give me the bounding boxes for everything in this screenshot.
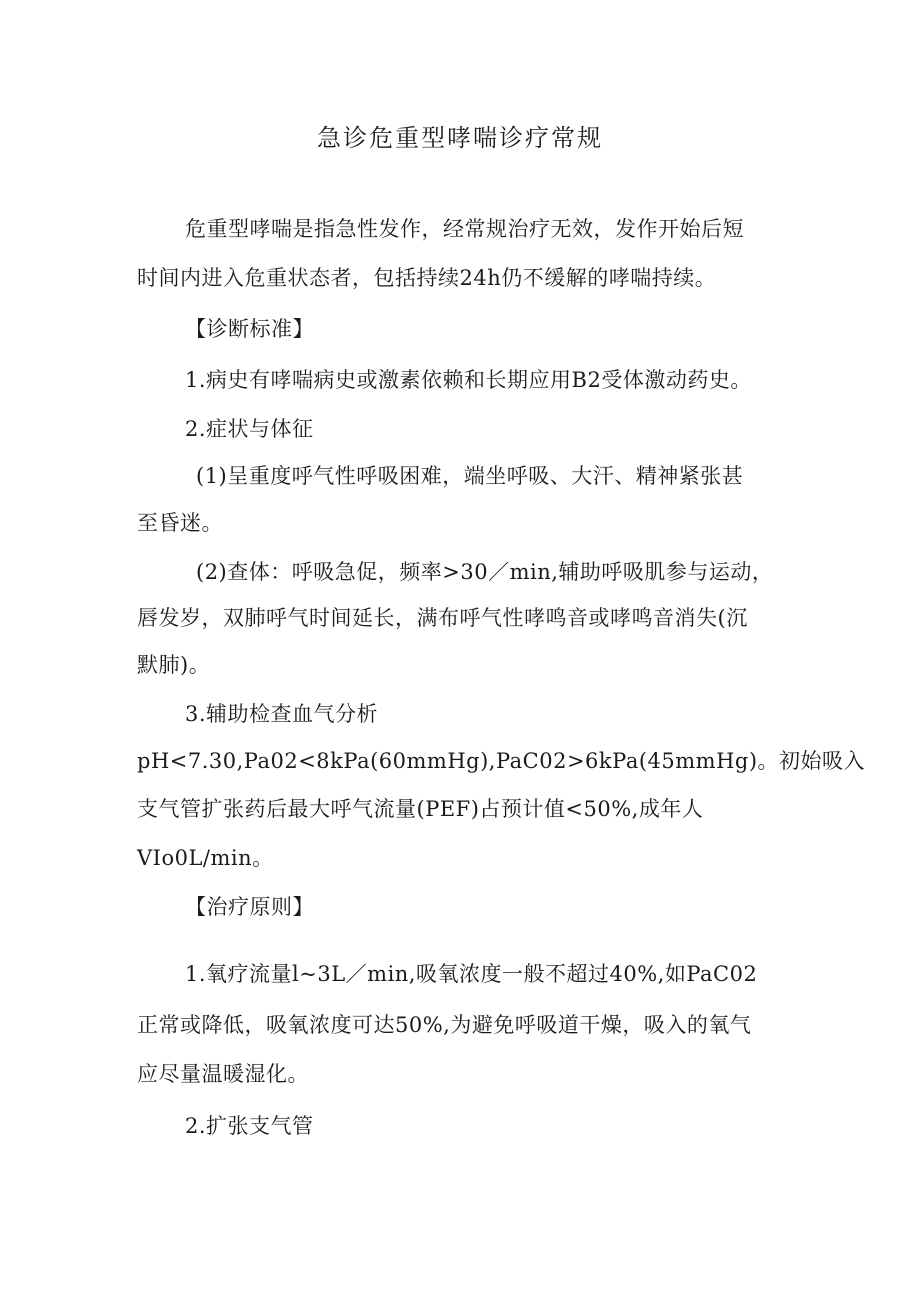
treatment-item-1-line-1: 1.氧疗流量l~3L／min,吸氧浓度一般不超过40%,如PaC02 <box>185 962 758 986</box>
treatment-heading: 【治疗原则】 <box>185 895 314 919</box>
blood-gas-line-3: VIo0L/min。 <box>137 846 274 870</box>
treatment-item-1-line-3: 应尽量温暖湿化。 <box>137 1062 309 1086</box>
diagnosis-item-1: 1.病史有哮喘病史或激素依赖和长期应用B2受体激动药史。 <box>185 368 752 392</box>
treatment-item-1-line-2: 正常或降低，吸氧浓度可达50%,为避免呼吸道干燥，吸入的氧气 <box>137 1013 752 1037</box>
diagnosis-sub-1-line-1: (1)呈重度呼气性呼吸困难，端坐呼吸、大汗、精神紧张甚 <box>196 464 744 488</box>
diagnosis-sub-1-line-2: 至昏迷。 <box>137 511 223 535</box>
diagnosis-item-2: 2.症状与体征 <box>185 417 314 441</box>
diagnosis-sub-2-line-1: (2)查体：呼吸急促，频率>30／min,辅助呼吸肌参与运动， <box>196 560 774 584</box>
diagnosis-heading: 【诊断标准】 <box>185 317 314 341</box>
intro-line-2: 时间内进入危重状态者，包括持续24h仍不缓解的哮喘持续。 <box>137 266 717 290</box>
diagnosis-sub-2-line-2: 唇发岁，双肺呼气时间延长，满布呼气性哮鸣音或哮鸣音消失(沉 <box>137 606 748 630</box>
blood-gas-line-1: pH<7.30,Pa02<8kPa(60mmHg),PaC02>6kPa(45mmHg)。初始吸入 <box>137 749 866 773</box>
document-title: 急诊危重型哮喘诊疗常规 <box>317 124 603 152</box>
diagnosis-item-3: 3.辅助检查血气分析 <box>185 702 379 726</box>
blood-gas-line-2: 支气管扩张药后最大呼气流量(PEF)占预计值<50%,成年人 <box>137 797 704 821</box>
diagnosis-sub-2-line-3: 默肺)。 <box>137 653 211 677</box>
intro-line-1: 危重型哮喘是指急性发作，经常规治疗无效，发作开始后短 <box>185 217 744 241</box>
treatment-item-2: 2.扩张支气管 <box>185 1114 314 1138</box>
